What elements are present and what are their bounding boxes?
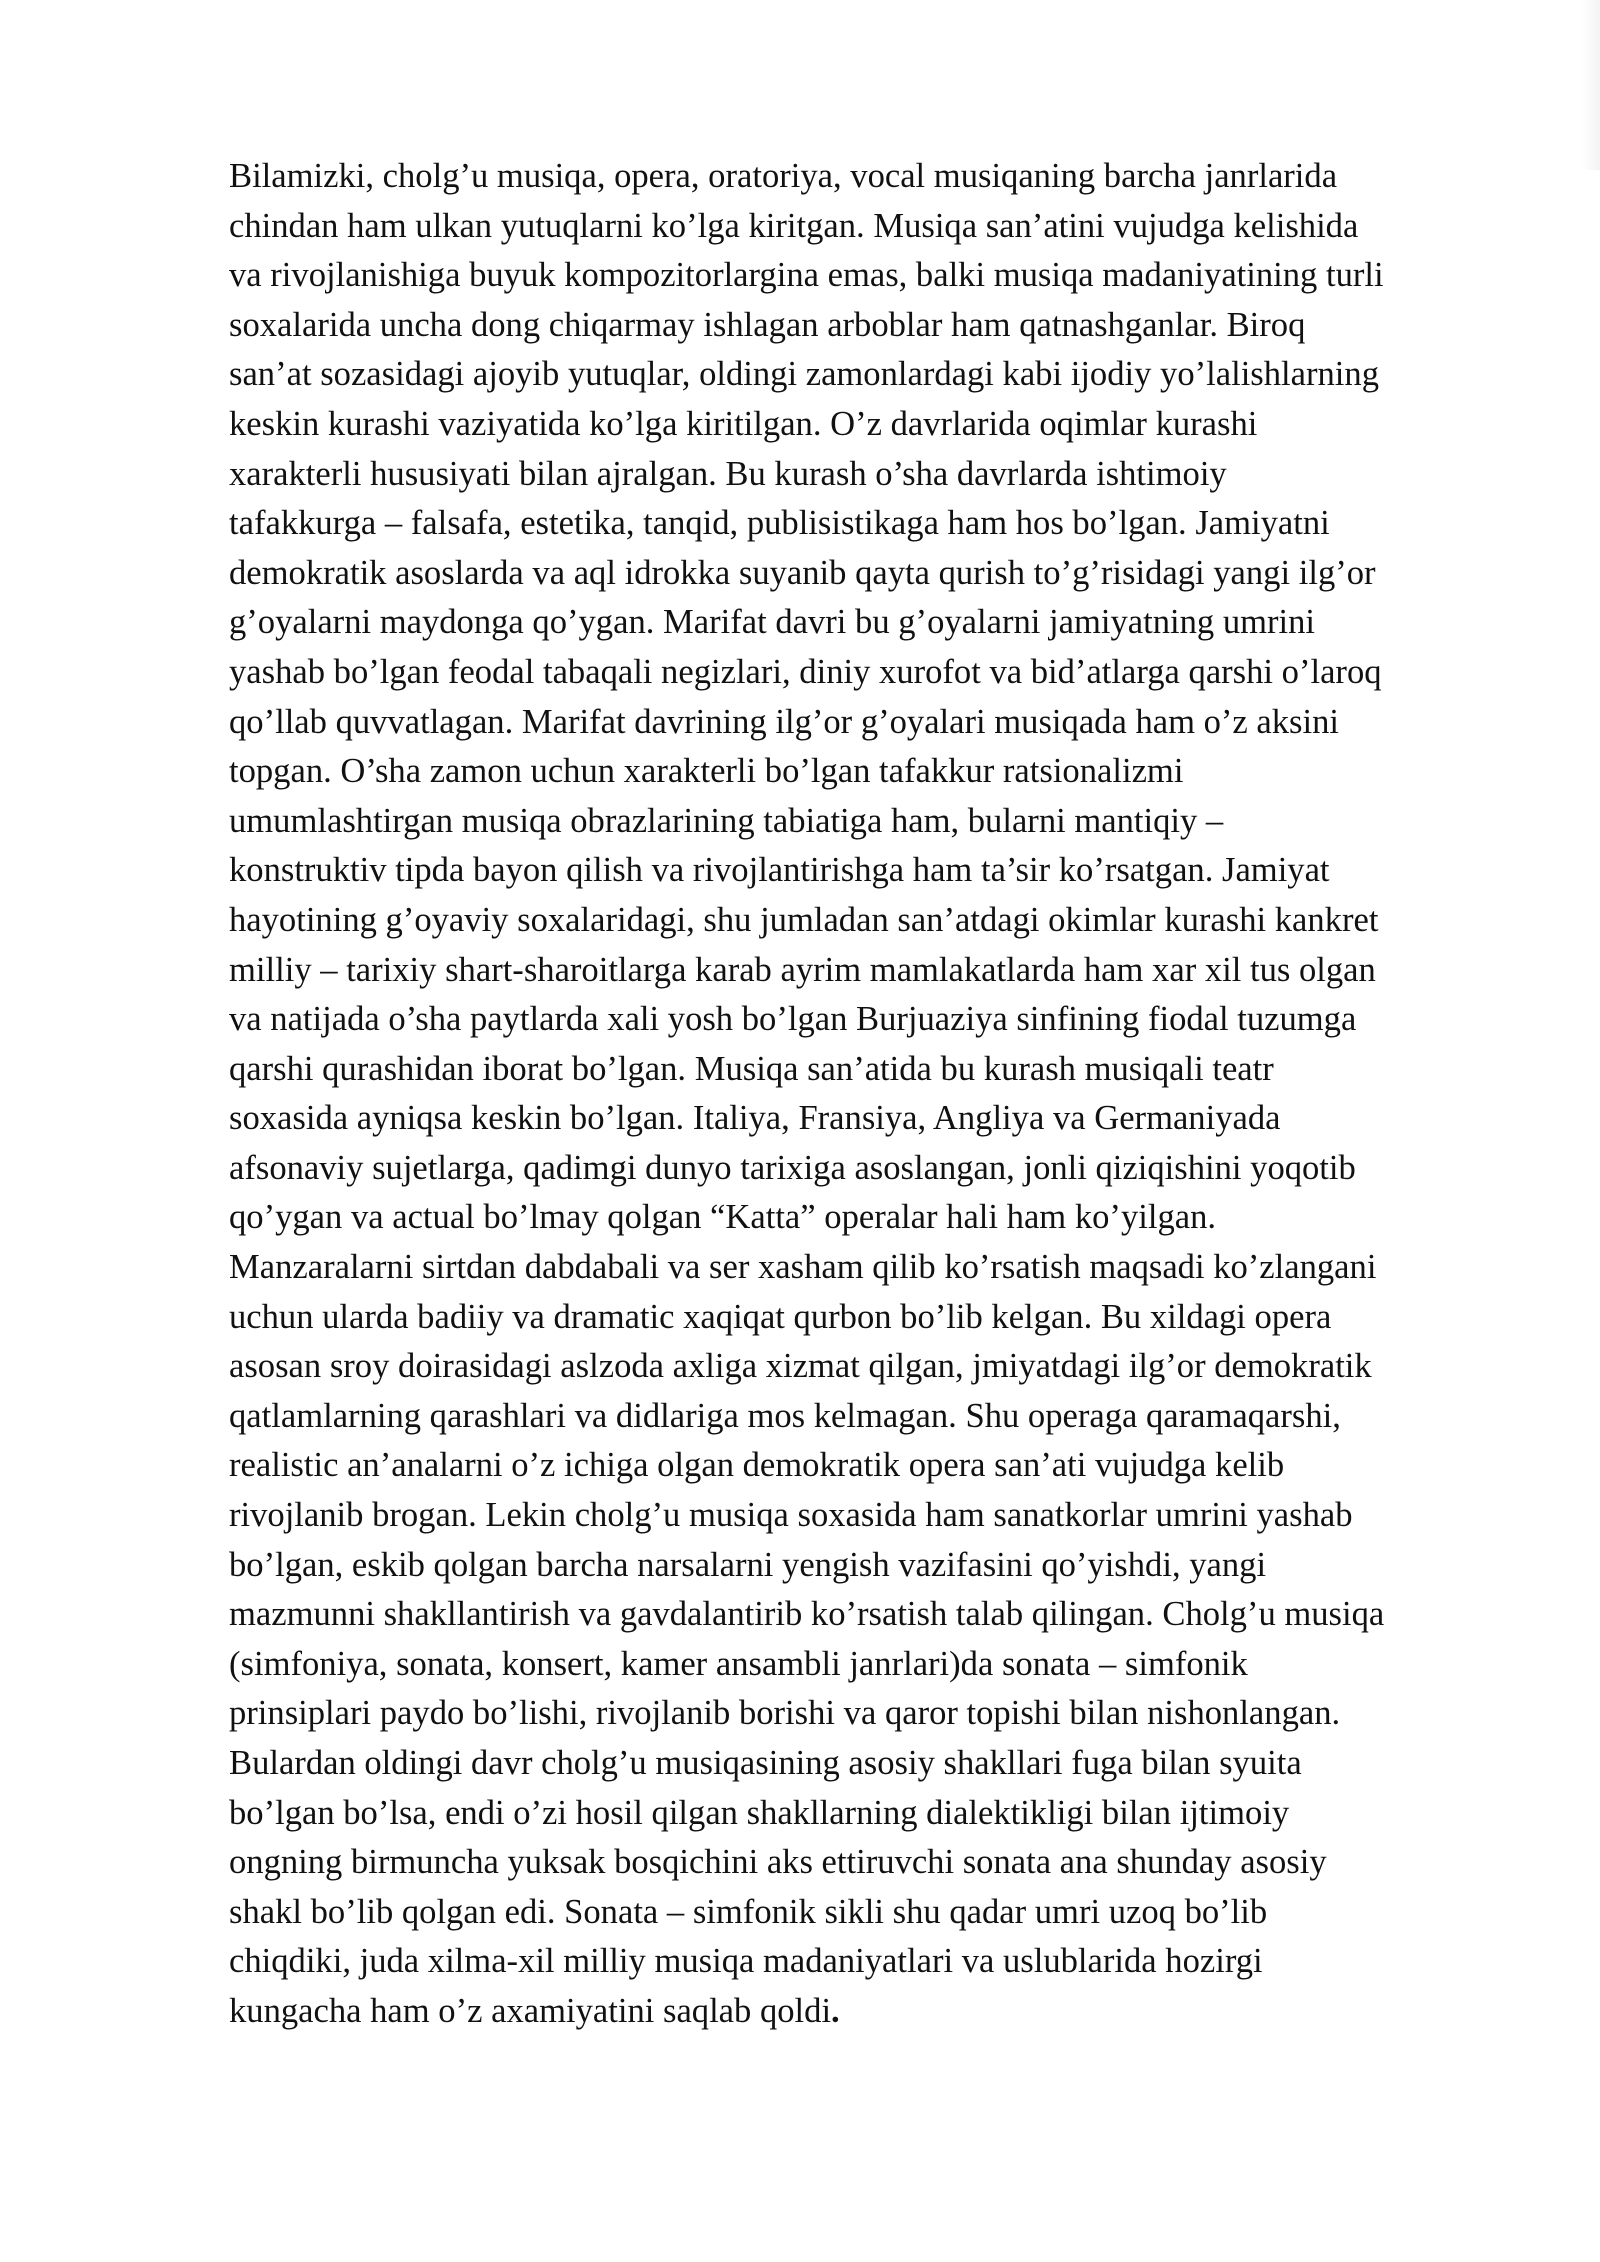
text-line: bo’lgan, eskib qolgan barcha narsalarni yengish vazifasini qo’yishdi, yangi <box>229 1545 1267 1584</box>
text-line: keskin kurashi vaziyatida ko’lga kiritilgan. O’z davrlarida oqimlar kurashi <box>229 404 1258 443</box>
text-line: (simfoniya, sonata, konsert, kamer ansambli janrlari)da sonata – simfonik <box>229 1644 1248 1683</box>
text-line: san’at sozasidagi ajoyib yutuqlar, oldingi zamonlardagi kabi ijodiy yo’lalishlarning <box>229 355 1379 394</box>
text-line: milliy – tarixiy shart-sharoitlarga karab ayrim mamlakatlarda ham xar xil tus olgan <box>229 950 1376 989</box>
text-line: xarakterli hususiyati bilan ajralgan. Bu kurash o’sha davrlarda ishtimoiy <box>229 454 1227 493</box>
text-line: konstruktiv tipda bayon qilish va rivojlantirishga ham ta’sir ko’rsatgan. Jamiyat <box>229 851 1330 890</box>
text-line: bo’lgan bo’lsa, endi o’zi hosil qilgan shakllarning dialektikligi bilan ijtimoiy <box>229 1793 1290 1832</box>
text-line: qarshi qurashidan iborat bo’lgan. Musiqa san’atida bu kurash musiqali teatr <box>229 1049 1274 1088</box>
text-line: topgan. O’sha zamon uchun xarakterli bo’lgan tafakkur ratsionalizmi <box>229 752 1184 791</box>
text-line: tafakkurga – falsafa, estetika, tanqid, publisistikaga ham hos bo’lgan. Jamiyatni <box>229 504 1330 543</box>
text-line: Bulardan oldingi davr cholg’u musiqasining asosiy shakllari fuga bilan syuita <box>229 1744 1302 1782</box>
text-line: yashab bo’lgan feodal tabaqali negizlari, diniy xurofot va bid’atlarga qarshi o’laroq <box>229 652 1382 691</box>
text-line: qo’ygan va actual bo’lmay qolgan “Katta” operalar hali ham ko’yilgan. <box>229 1198 1217 1237</box>
text-line: Bilamizki, cholg’u musiqa, opera, oratoriya, vocal musiqaning barcha janrlarida <box>229 157 1338 195</box>
text-line: va rivojlanishiga buyuk kompozitorlargina emas, balki musiqa madaniyatining turli <box>229 256 1384 295</box>
text-line: realistic an’analarni o’z ichiga olgan demokratik opera san’ati vujudga kelib <box>229 1446 1285 1485</box>
text-line: qatlamlarning qarashlari va didlariga mos kelmagan. Shu operaga qaramaqarshi, <box>229 1396 1341 1435</box>
text-line: rivojlanib brogan. Lekin cholg’u musiqa soxasida ham sanatkorlar umrini yashab <box>229 1496 1353 1535</box>
text-line: va natijada o’sha paytlarda xali yosh bo’lgan Burjuaziya sinfining fiodal tuzumga <box>229 1000 1357 1039</box>
text-line: uchun ularda badiiy va dramatic xaqiqat qurbon bo’lib kelgan. Bu xildagi opera <box>229 1297 1332 1336</box>
text-line: chindan ham ulkan yutuqlarni ko’lga kiritgan. Musiqa san’atini vujudga kelishida <box>229 206 1359 245</box>
final-line-text: kungacha ham o’z axamiyatini saqlab qoldi <box>229 1991 832 2030</box>
text-line: hayotining g’oyaviy soxalaridagi, shu jumladan san’atdagi okimlar kurashi kankret <box>229 900 1379 939</box>
text-line: chiqdiki, juda xilma-xil milliy musiqa madaniyatlari va uslublarida hozirgi <box>229 1942 1263 1981</box>
text-line: g’oyalarni maydonga qo’ygan. Marifat davri bu g’oyalarni jamiyatning umrini <box>229 603 1316 642</box>
text-line: qo’llab quvvatlagan. Marifat davrining ilg’or g’oyalari musiqada ham o’z aksini <box>229 702 1340 741</box>
page-edge-shadow <box>1582 0 1600 170</box>
text-line: prinsiplari paydo bo’lishi, rivojlanib borishi va qaror topishi bilan nishonlangan. <box>229 1694 1341 1733</box>
text-line: afsonaviy sujetlarga, qadimgi dunyo tarixiga asoslangan, jonli qiziqishini yoqotib <box>229 1148 1356 1187</box>
text-line: soxalarida uncha dong chiqarmay ishlagan arboblar ham qatnashganlar. Biroq <box>229 305 1306 344</box>
text-line: soxasida ayniqsa keskin bo’lgan. Italiya, Fransiya, Angliya va Germaniyada <box>229 1099 1281 1138</box>
text-line: asosan sroy doirasidagi aslzoda axliga xizmat qilgan, jmiyatdagi ilg’or demokratik <box>229 1347 1372 1386</box>
text-line-final <box>229 1987 1499 2037</box>
text-line: demokratik asoslarda va aql idrokka suyanib qayta qurish to’g’risidagi yangi ilg’or <box>229 553 1376 592</box>
text-line: umumlashtirgan musiqa obrazlarining tabiatiga ham, bularni mantiqiy – <box>229 801 1224 840</box>
text-line: Manzaralarni sirtdan dabdabali va ser xasham qilib ko’rsatish maqsadi ko’zlangani <box>229 1248 1377 1287</box>
text-line: ongning birmuncha yuksak bosqichini aks ettiruvchi sonata ana shunday asosiy <box>229 1843 1327 1882</box>
text-line: mazmunni shakllantirish va gavdalantirib ko’rsatish talab qilingan. Cholg’u musiqa <box>229 1595 1385 1634</box>
final-period: . <box>831 1991 840 2030</box>
text-line: shakl bo’lib qolgan edi. Sonata – simfonik sikli shu qadar umri uzoq bo’lib <box>229 1892 1268 1931</box>
body-paragraph <box>229 152 1499 2037</box>
